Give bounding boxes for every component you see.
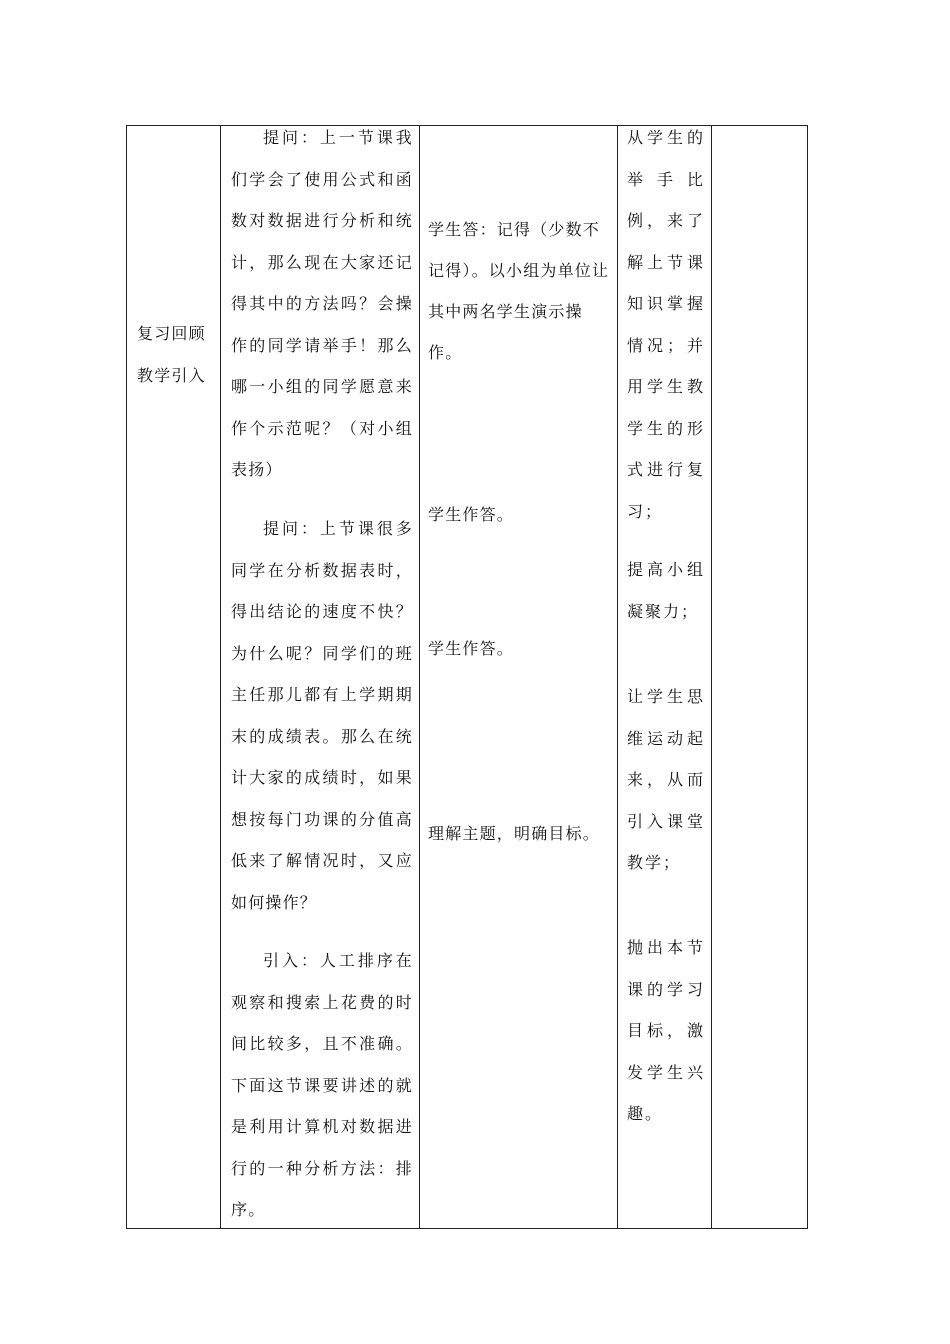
stage-cell	[127, 126, 221, 1229]
stage-label: 复习回顾教学引入	[137, 324, 206, 385]
notes-cell	[712, 126, 808, 1229]
teacher-question-sorting: 提问：上节课很多同学在分析数据表时，得出结论的速度不快？为什么呢？同学们的班主任那儿都有上学期期末的成绩表。那么在统计大家的成绩时，如果想按每门功课的分值高低来了解情况时，又应如何操作？	[231, 519, 413, 912]
student-answer-4: 理解主题，明确目标。	[428, 824, 601, 843]
intent-cohesion: 提高小组凝聚力；	[627, 560, 705, 621]
intent-objective: 抛出本节课的学习目标，激发学生兴趣。	[627, 938, 705, 1123]
student-answer-2: 学生作答。	[428, 505, 515, 524]
teacher-introduction: 引入：人工排序在观察和搜索上花费的时间比较多，且不准确。下面这节课要讲述的就是利用计算机对数据进行的一种分析方法：排序。	[231, 951, 413, 1219]
teacher-question-review: 提问：上一节课我们学会了使用公式和函数对数据进行分析和统计，那么现在大家还记得其中的方法吗？会操作的同学请举手！那么哪一小组的同学愿意来作个示范呢？（对小组表扬）	[231, 128, 413, 479]
student-answer-1: 学生答：记得（少数不记得）。以小组为单位让其中两名学生演示操作。	[428, 220, 610, 362]
intent-review: 从学生的举手比例，来了解上节课知识掌握情况；并用学生教学生的形式进行复习；	[627, 128, 705, 521]
teacher-activity-cell	[221, 126, 420, 1229]
student-activity-cell	[420, 126, 618, 1229]
student-answer-3: 学生作答。	[428, 639, 515, 658]
lesson-plan-table	[126, 125, 808, 1229]
table-row	[127, 126, 808, 1229]
design-intent-cell	[618, 126, 712, 1229]
intent-engagement: 让学生思维运动起来，从而引入课堂教学；	[627, 687, 705, 872]
